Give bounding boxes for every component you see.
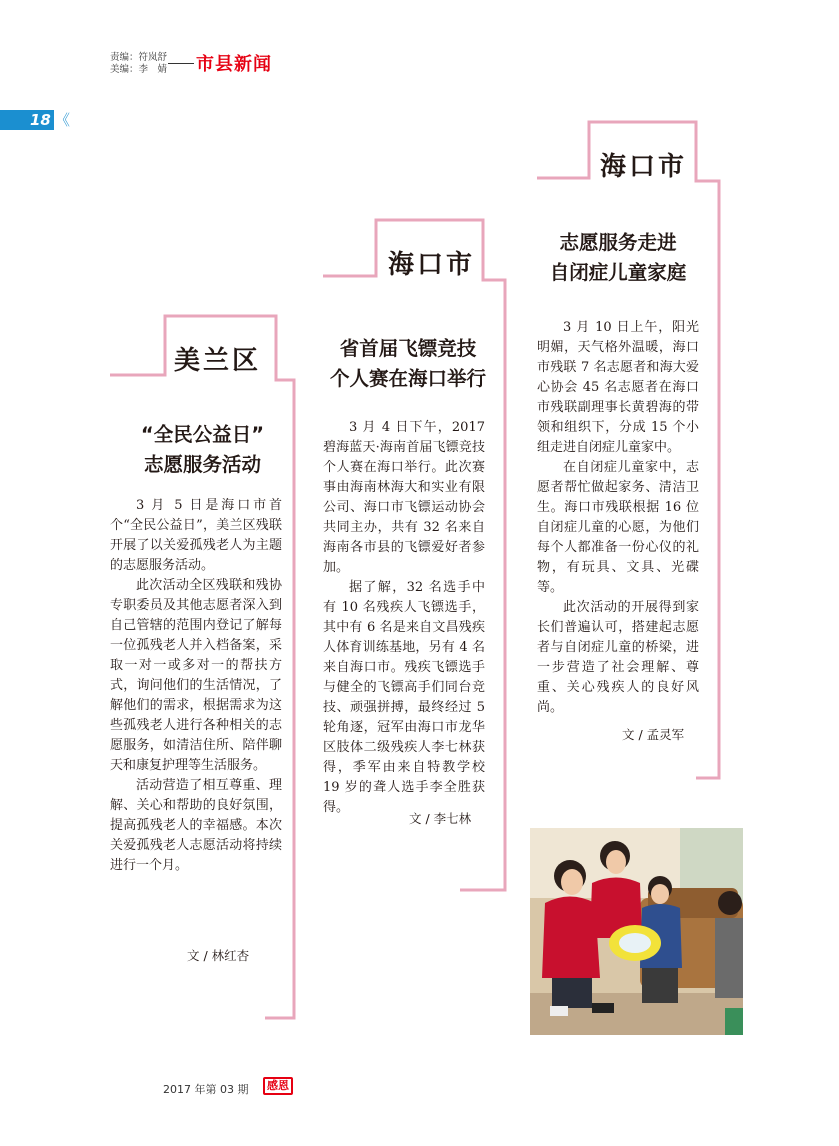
headline-line: 志愿服务走进 [559,231,677,254]
byline-darts: 文 / 李七林 [409,811,472,826]
page-number: 18 [30,111,51,129]
headline-line: “全民公益日” [140,423,265,446]
paragraph: 3 月 10 日上午，阳光明媚，天气格外温暖，海口市残联 7 名志愿者和海大爱心协会 45 名志愿者在海口市残联副理事长黄碧海的带领和组织下，分成 15 个小组走进自闭症儿童家中。 [537,320,699,455]
headline-autism [533,228,703,288]
paragraph: 此次活动全区残联和残协专职委员及其他志愿者深入到自己管辖的范围内登记了解每一位孤残老人并入档备案，采取一对一或多对一的帮扶方式，询问他们的生活情况，了解他们的需求，根据需求为这些孤残老人进行各种相关的志愿服务，如清洁住所、陪伴聊天和康复护理等生活服务。 [110,578,282,773]
section-title: 市县新闻 [196,54,272,75]
region-meilan: 美兰区 [174,346,262,376]
paragraph: 此次活动的开展得到家长们普遍认可，搭建起志愿者与自闭症儿童的桥梁，进一步营造了社会理解、尊重、关心残疾人的良好风尚。 [537,600,699,715]
paragraph: 3 月 5 日是海口市首个“全民公益日”，美兰区残联开展了以关爱孤残老人为主题的志愿服务活动。 [110,498,282,573]
region-haikou-darts: 海口市 [388,250,476,280]
volunteers-with-child-photo [530,828,743,1035]
headline-line: 志愿服务活动 [143,453,261,476]
headline-line: 自闭症儿童家庭 [549,261,687,284]
headline-line: 省首届飞镖竞技 [339,337,477,360]
region-haikou-autism: 海口市 [600,152,688,182]
designer-label: 美编：李 婧 [110,64,168,75]
paragraph: 在自闭症儿童家中，志愿者帮忙做起家务、清洁卫生。海口市残联根据 16 位自闭症儿童的心愿，为他们每个人都准备一份心仪的礼物，有玩具、文具、光碟等。 [537,460,699,595]
page-chevron-icon: 《 [55,111,71,129]
editor-label: 责编：符岚舒 [110,52,168,63]
body-autism [537,318,699,718]
magazine-logo: 感恩 [263,1077,293,1095]
byline-autism: 文 / 孟灵军 [622,727,685,742]
headline-darts [318,334,498,394]
paragraph: 3 月 4 日下午，2017 碧海蓝天·海南首届飞镖竞技个人赛在海口举行。此次赛事由海南林海大和实业有限公司、海口市飞镖运动协会共同主办，共有 32 名来自海南各市县的飞镖爱好者参加。 [323,420,485,575]
issue-label: 2017 年第 03 期 [163,1083,249,1096]
paragraph: 据了解，32 名选手中有 10 名残疾人飞镖选手，其中有 6 名是来自文昌残疾人体育训练基地，另有 4 名来自海口市。残疾飞镖选手与健全的飞镖高手们同台竞技、顽强拼搏，最终经过 5 轮角逐，冠军由海口市龙华区肢体二级残疾人李七林获得，季军由来自特教学校 19 岁的聋人选手李全胜获得。 [323,580,485,815]
headline-line: 个人赛在海口举行 [329,367,486,390]
byline-meilan: 文 / 林红杏 [187,948,250,963]
headline-meilan [110,420,295,480]
body-darts [323,418,485,818]
body-meilan [110,496,282,876]
paragraph: 活动营造了相互尊重、理解、关心和帮助的良好氛围，提高孤残老人的幸福感。本次关爱孤残老人志愿活动将持续进行一个月。 [110,778,282,873]
